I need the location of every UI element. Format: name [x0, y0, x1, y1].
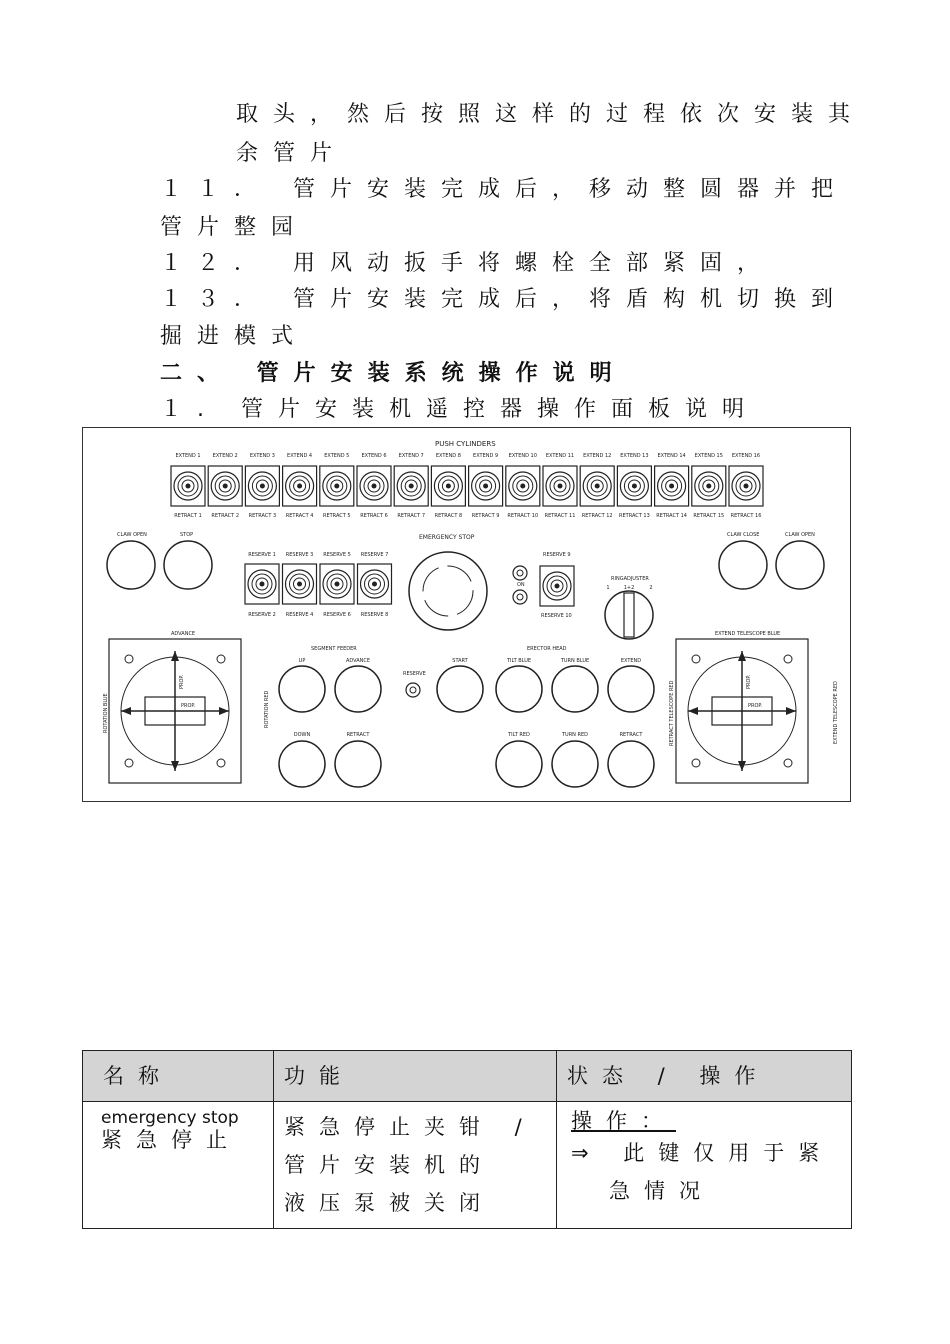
- extend-label: EXTEND 12: [583, 453, 612, 459]
- retract-label: RETRACT 12: [581, 513, 613, 519]
- push-cylinder-switch-center: [186, 484, 191, 489]
- reserve-label: RESERVE 4: [285, 612, 314, 618]
- extend-label: EXTEND 3: [249, 453, 275, 459]
- segment-feeder-button-label: UP: [298, 658, 306, 664]
- segment-feeder-button: [335, 666, 381, 712]
- erector-head-button: [496, 741, 542, 787]
- retract-label: RETRACT 13: [619, 513, 650, 519]
- function-line: 液压泵被关闭: [284, 1191, 494, 1215]
- subsection-heading: １. 管片安装机遥控器操作面板说明: [160, 397, 759, 422]
- retract-label: RETRACT 1: [174, 513, 202, 519]
- extend-label: EXTEND 9: [473, 453, 499, 459]
- rotation-red-label: ROTATION RED: [264, 690, 270, 728]
- function-line: 管片安装机的: [284, 1153, 494, 1177]
- erector-head-label: ERECTOR HEAD: [527, 646, 567, 652]
- panel-controls: [107, 453, 824, 787]
- erector-head-button-label: TURN BLUE: [560, 658, 590, 664]
- claw-close-label: CLAW CLOSE: [727, 532, 760, 538]
- reserve-indicator: [406, 683, 420, 697]
- claw-open-button: [776, 541, 824, 589]
- segment-feeder-button: [279, 741, 325, 787]
- reserve-label: RESERVE 7: [360, 552, 389, 558]
- erector-head-button: [608, 666, 654, 712]
- extend-label: EXTEND 8: [435, 453, 461, 459]
- extend-label: EXTEND 6: [361, 453, 387, 459]
- step-12-line: １２． 用风动扳手将螺栓全部紧固，: [160, 251, 774, 276]
- push-cylinder-switch-center: [595, 484, 600, 489]
- push-cylinder-switch-center: [706, 484, 711, 489]
- erector-head-button: [437, 666, 483, 712]
- operation-title: 操作：: [571, 1109, 676, 1133]
- reserve-label: RESERVE 3: [285, 552, 314, 558]
- push-cylinder-switch-center: [260, 484, 265, 489]
- erector-head-button-label: START: [452, 658, 468, 664]
- header-function: 功能: [274, 1051, 557, 1102]
- push-cylinder-switch-center: [483, 484, 488, 489]
- operation-table: [82, 1050, 852, 1229]
- retract-telescope-red-label: RETRACT TELESCOPE RED: [669, 680, 675, 746]
- section-heading: 二、 管片安装系统操作说明: [160, 361, 627, 386]
- emergency-stop-button: [409, 552, 487, 630]
- extend-label: EXTEND 5: [324, 453, 350, 459]
- erector-head-button: [552, 741, 598, 787]
- retract-label: RETRACT 7: [397, 513, 426, 519]
- reserve-label: RESERVE: [403, 671, 426, 677]
- push-cylinder-switch-center: [520, 484, 525, 489]
- push-cylinder-switch-center: [744, 484, 749, 489]
- segment-feeder-button-label: RETRACT: [346, 732, 370, 738]
- advance-label: ADVANCE: [171, 631, 196, 637]
- extend-telescope-red-label: EXTEND TELESCOPE RED: [833, 681, 839, 744]
- table-row: [83, 1102, 852, 1229]
- extend-label: EXTEND 15: [694, 453, 723, 459]
- on-indicator: [513, 566, 527, 580]
- ring-adjuster-label: RINGADJUSTER: [611, 576, 649, 582]
- push-cylinder-switch-center: [669, 484, 674, 489]
- retract-label: RETRACT 11: [544, 513, 576, 519]
- on-label: ON: [517, 582, 525, 588]
- reserve-9-label: RESERVE 9: [543, 552, 571, 558]
- remote-control-panel-figure: [82, 427, 851, 802]
- retract-label: RETRACT 10: [507, 513, 539, 519]
- reserve-9-switch-center: [555, 584, 560, 589]
- prop-label: PROP.: [746, 674, 752, 689]
- claw-close-button: [719, 541, 767, 589]
- emergency-stop-label: EMERGENCY STOP: [419, 534, 475, 541]
- rotation-blue-label: ROTATION BLUE: [103, 693, 109, 733]
- ring-position-label: 1+2: [623, 585, 635, 591]
- push-cylinder-switch-center: [632, 484, 637, 489]
- ring-position-label: 2: [649, 585, 653, 591]
- step-11-line: １１． 管片安装完成后，移动整圆器并把: [160, 177, 848, 202]
- cell-operation: [557, 1102, 852, 1229]
- operation-line: ⇒ 此键仅用于紧: [571, 1141, 834, 1165]
- segment-feeder-button-label: ADVANCE: [345, 658, 371, 664]
- erector-head-button-label: TILT RED: [508, 732, 530, 738]
- erector-head-button-label: TILT BLUE: [506, 658, 532, 664]
- cell-name: [83, 1102, 274, 1229]
- reserve-switch-center: [335, 582, 340, 587]
- retract-label: RETRACT 5: [322, 513, 351, 519]
- retract-label: RETRACT 6: [360, 513, 388, 519]
- retract-label: RETRACT 15: [693, 513, 725, 519]
- stop-button: [164, 541, 212, 589]
- prop-label: PROP.: [181, 703, 196, 709]
- prop-label: PROP.: [748, 703, 763, 709]
- reserve-10-label: RESERVE 10: [541, 613, 572, 619]
- ring-adjuster-handle: [624, 593, 634, 637]
- reserve-switch-center: [260, 582, 265, 587]
- erector-head-button-label: EXTEND: [620, 658, 642, 664]
- cell-function: [274, 1102, 557, 1229]
- segment-feeder-label: SEGMENT FEEDER: [311, 646, 357, 652]
- ring-position-label: 1: [606, 585, 610, 591]
- push-cylinder-switch-center: [446, 484, 451, 489]
- indicator: [513, 590, 527, 604]
- push-cylinder-switch-center: [558, 484, 563, 489]
- reserve-label: RESERVE 1: [248, 552, 276, 558]
- push-cylinder-switch-center: [334, 484, 339, 489]
- retract-label: RETRACT 14: [656, 513, 687, 519]
- erector-head-button: [608, 741, 654, 787]
- name-english: emergency stop: [101, 1108, 239, 1128]
- push-cylinder-switch-center: [409, 484, 414, 489]
- paragraph-line: 管片整园: [160, 215, 309, 240]
- push-cylinders-title: PUSH CYLINDERS: [435, 440, 496, 448]
- operation-line: 急情况: [609, 1179, 714, 1203]
- extend-label: EXTEND 1: [175, 453, 201, 459]
- push-cylinder-switch-center: [297, 484, 302, 489]
- retract-label: RETRACT 3: [248, 513, 277, 519]
- extend-label: EXTEND 2: [212, 453, 238, 459]
- extend-telescope-blue-label: EXTEND TELESCOPE BLUE: [715, 631, 781, 637]
- header-status-operation: 状态 / 操作: [557, 1051, 852, 1102]
- extend-label: EXTEND 4: [287, 453, 313, 459]
- header-name: 名称: [83, 1051, 274, 1102]
- extend-label: EXTEND 7: [398, 453, 424, 459]
- panel-drawing: [83, 428, 852, 803]
- step-13-line: １３． 管片安装完成后，将盾构机切换到: [160, 287, 848, 312]
- claw-open-right-label: CLAW OPEN: [785, 532, 815, 538]
- extend-label: EXTEND 13: [620, 453, 649, 459]
- claw-open-button: [107, 541, 155, 589]
- erector-head-button: [552, 666, 598, 712]
- extend-label: EXTEND 16: [731, 453, 761, 459]
- erector-head-button-label: TURN RED: [561, 732, 589, 738]
- extend-label: EXTEND 11: [545, 453, 575, 459]
- paragraph-line: 取头，然后按照这样的过程依次安装其: [236, 102, 866, 127]
- erector-head-button: [496, 666, 542, 712]
- reserve-label: RESERVE 5: [323, 552, 351, 558]
- paragraph-line: 掘进模式: [160, 324, 309, 349]
- reserve-switch-center: [372, 582, 377, 587]
- prop-label: PROP.: [179, 674, 185, 689]
- function-line: 紧急停止夹钳 /: [284, 1115, 536, 1139]
- stop-label: STOP: [180, 532, 194, 538]
- retract-label: RETRACT 8: [434, 513, 463, 519]
- retract-label: RETRACT 4: [285, 513, 314, 519]
- table-header-row: [83, 1051, 852, 1102]
- segment-feeder-button: [335, 741, 381, 787]
- reserve-label: RESERVE 8: [360, 612, 389, 618]
- paragraph-line: 余管片: [236, 141, 348, 166]
- claw-open-left-label: CLAW OPEN: [117, 532, 147, 538]
- extend-label: EXTEND 10: [508, 453, 537, 459]
- reserve-switch-center: [297, 582, 302, 587]
- segment-feeder-button: [279, 666, 325, 712]
- extend-label: EXTEND 14: [657, 453, 686, 459]
- push-cylinder-switch-center: [223, 484, 228, 489]
- reserve-label: RESERVE 6: [323, 612, 351, 618]
- name-chinese: 紧急停止: [101, 1128, 241, 1152]
- retract-label: RETRACT 2: [211, 513, 240, 519]
- erector-head-button-label: RETRACT: [619, 732, 643, 738]
- reserve-label: RESERVE 2: [248, 612, 276, 618]
- retract-label: RETRACT 16: [730, 513, 762, 519]
- push-cylinder-switch-center: [372, 484, 377, 489]
- segment-feeder-button-label: DOWN: [293, 732, 311, 738]
- retract-label: RETRACT 9: [471, 513, 500, 519]
